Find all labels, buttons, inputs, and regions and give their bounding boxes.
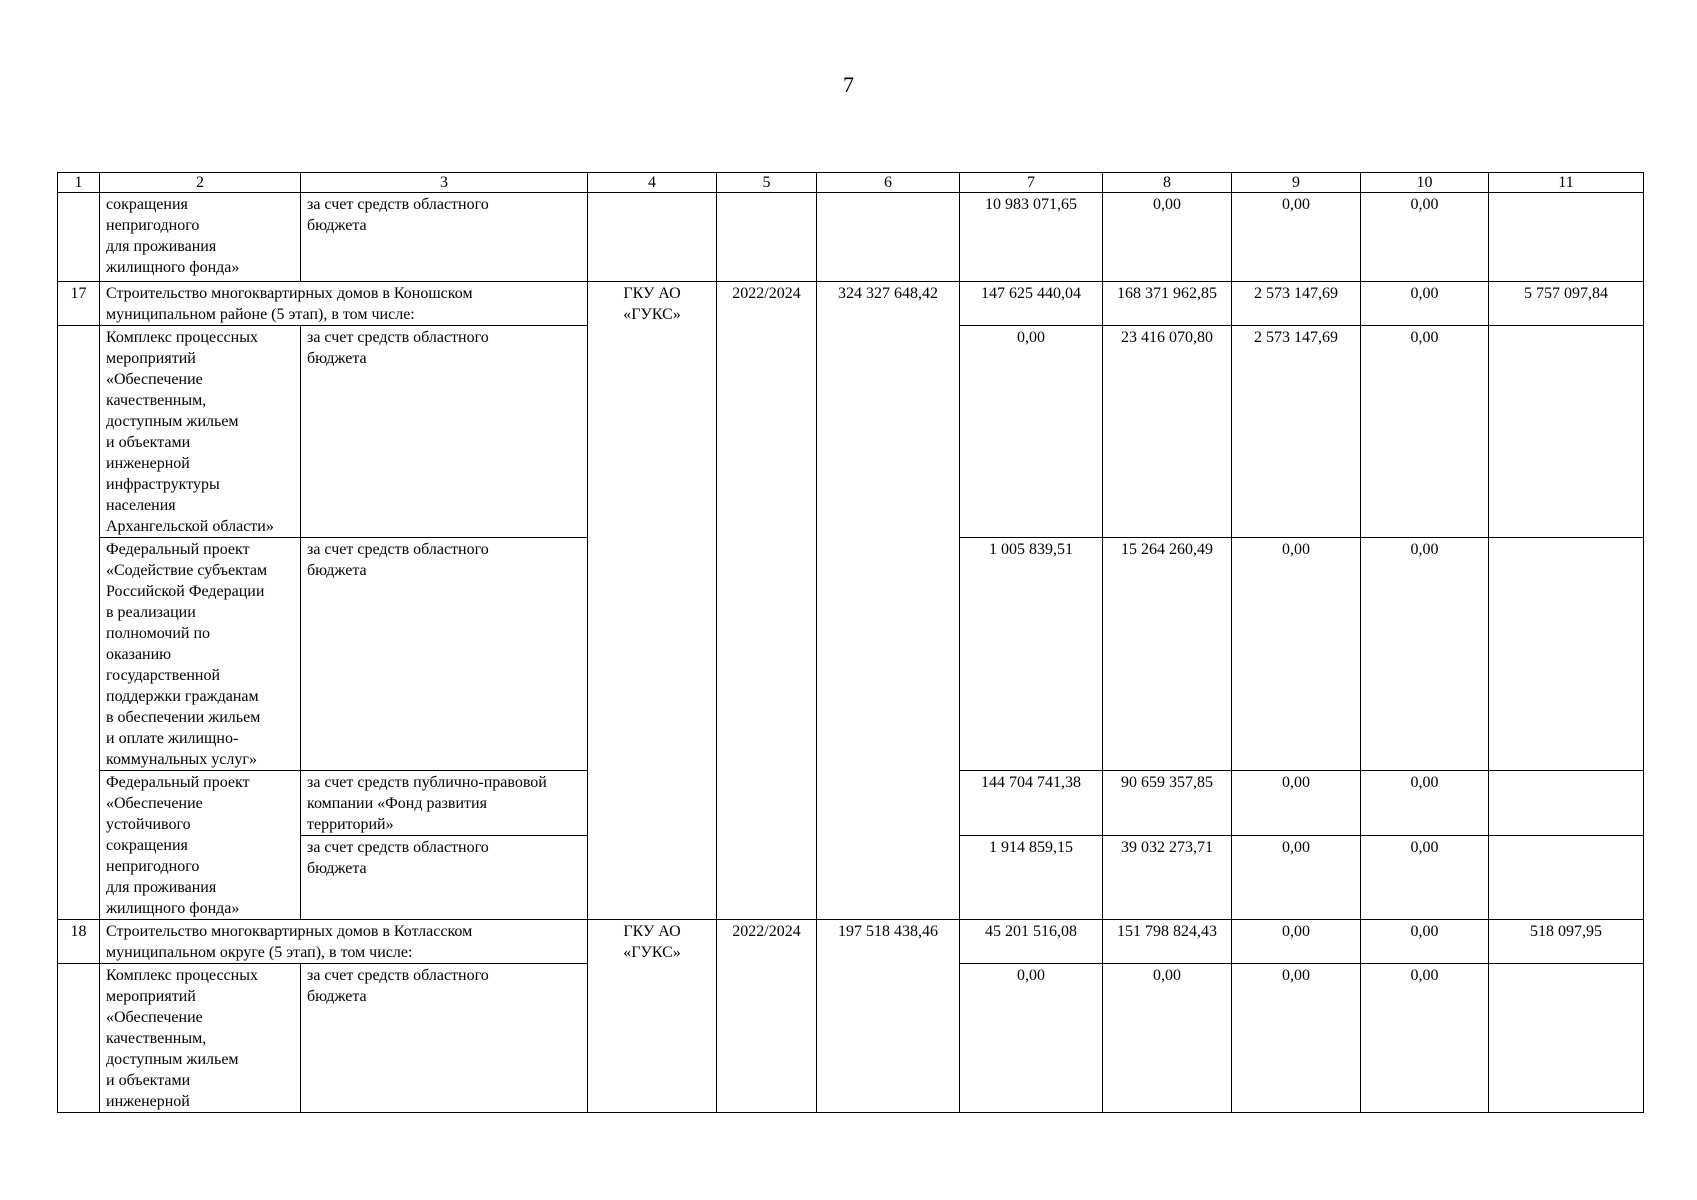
amount-cell: 0,00 xyxy=(1232,964,1361,1113)
measure-name-cell: Комплекс процессных мероприятий «Обеспечение качественным, доступным жильем и объектами инженерной xyxy=(100,964,301,1113)
column-number: 6 xyxy=(817,173,960,193)
row-number-cell: 17 xyxy=(58,282,100,326)
amount-cell: 1 914 859,15 xyxy=(960,836,1103,920)
funding-source-cell: за счет средств областного бюджета xyxy=(301,193,588,282)
funding-source-cell: за счет средств публично-правовой компании «Фонд развития территорий» xyxy=(301,771,588,836)
amount-cell: 0,00 xyxy=(1361,771,1489,836)
funding-source-cell: за счет средств областного бюджета xyxy=(301,836,588,920)
amount-cell: 0,00 xyxy=(960,326,1103,538)
column-number: 1 xyxy=(58,173,100,193)
amount-cell: 39 032 273,71 xyxy=(1103,836,1232,920)
amount-cell: 2 573 147,69 xyxy=(1232,282,1361,326)
amount-cell: 2 573 147,69 xyxy=(1232,326,1361,538)
amount-cell: 0,00 xyxy=(1361,538,1489,771)
object-title-cell: Строительство многоквартирных домов в Коношском муниципальном районе (5 этап), в том числе: xyxy=(100,282,588,326)
column-number: 9 xyxy=(1232,173,1361,193)
executor-cell: ГКУ АО «ГУКС» xyxy=(588,282,717,920)
measure-name-cell: Комплекс процессных мероприятий «Обеспечение качественным, доступным жильем и объектами инженерной инфраструктуры населения Архангельской области» xyxy=(100,326,301,538)
funding-source-cell: за счет средств областного бюджета xyxy=(301,964,588,1113)
amount-cell: 0,00 xyxy=(1361,964,1489,1113)
budget-table xyxy=(57,172,1644,1113)
total-cost-cell: 197 518 438,46 xyxy=(817,920,960,1113)
row-number-cell xyxy=(58,326,100,920)
amount-cell: 10 983 071,65 xyxy=(960,193,1103,282)
amount-cell: 168 371 962,85 xyxy=(1103,282,1232,326)
amount-cell: 0,00 xyxy=(1232,920,1361,964)
column-number: 8 xyxy=(1103,173,1232,193)
amount-cell: 147 625 440,04 xyxy=(960,282,1103,326)
executor-cell xyxy=(588,193,717,282)
amount-cell: 15 264 260,49 xyxy=(1103,538,1232,771)
amount-cell: 0,00 xyxy=(1232,771,1361,836)
amount-cell: 90 659 357,85 xyxy=(1103,771,1232,836)
column-number: 7 xyxy=(960,173,1103,193)
amount-cell: 0,00 xyxy=(1361,326,1489,538)
remainder-cell xyxy=(1489,538,1644,771)
column-number: 4 xyxy=(588,173,717,193)
amount-cell: 0,00 xyxy=(1361,193,1489,282)
measure-name-cell: Федеральный проект «Содействие субъектам Российской Федерации в реализации полномочий по оказанию государственной поддержки гражданам в обеспечении жильем и оплате жилищно- коммунальных услуг» xyxy=(100,538,301,771)
amount-cell: 23 416 070,80 xyxy=(1103,326,1232,538)
remainder-cell xyxy=(1489,964,1644,1113)
table-row xyxy=(58,193,1644,282)
table-row xyxy=(58,920,1644,964)
remainder-cell xyxy=(1489,193,1644,282)
funding-source-cell: за счет средств областного бюджета xyxy=(301,326,588,538)
amount-cell: 45 201 516,08 xyxy=(960,920,1103,964)
remainder-cell xyxy=(1489,771,1644,836)
amount-cell: 151 798 824,43 xyxy=(1103,920,1232,964)
column-number: 2 xyxy=(100,173,301,193)
period-cell: 2022/2024 xyxy=(717,920,817,1113)
amount-cell: 0,00 xyxy=(1232,836,1361,920)
amount-cell: 144 704 741,38 xyxy=(960,771,1103,836)
column-number: 10 xyxy=(1361,173,1489,193)
object-title-cell: Строительство многоквартирных домов в Котласском муниципальном округе (5 этап), в том числе: xyxy=(100,920,588,964)
row-number-cell xyxy=(58,964,100,1113)
period-cell xyxy=(717,193,817,282)
amount-cell: 0,00 xyxy=(1103,964,1232,1113)
executor-cell: ГКУ АО «ГУКС» xyxy=(588,920,717,1113)
remainder-cell xyxy=(1489,326,1644,538)
amount-cell: 0,00 xyxy=(960,964,1103,1113)
column-number: 3 xyxy=(301,173,588,193)
measure-name-cell: сокращения непригодного для проживания жилищного фонда» xyxy=(100,193,301,282)
column-number-row xyxy=(58,173,1644,193)
row-number-cell: 18 xyxy=(58,920,100,964)
amount-cell: 0,00 xyxy=(1361,836,1489,920)
total-cost-cell xyxy=(817,193,960,282)
remainder-cell xyxy=(1489,836,1644,920)
remainder-cell: 5 757 097,84 xyxy=(1489,282,1644,326)
amount-cell: 0,00 xyxy=(1361,282,1489,326)
amount-cell: 1 005 839,51 xyxy=(960,538,1103,771)
amount-cell: 0,00 xyxy=(1103,193,1232,282)
period-cell: 2022/2024 xyxy=(717,282,817,920)
funding-source-cell: за счет средств областного бюджета xyxy=(301,538,588,771)
page-number: 7 xyxy=(843,72,854,97)
total-cost-cell: 324 327 648,42 xyxy=(817,282,960,920)
amount-cell: 0,00 xyxy=(1232,538,1361,771)
row-number-cell xyxy=(58,193,100,282)
amount-cell: 0,00 xyxy=(1232,193,1361,282)
column-number: 11 xyxy=(1489,173,1644,193)
table-row xyxy=(58,282,1644,326)
amount-cell: 0,00 xyxy=(1361,920,1489,964)
remainder-cell: 518 097,95 xyxy=(1489,920,1644,964)
column-number: 5 xyxy=(717,173,817,193)
measure-name-cell: Федеральный проект «Обеспечение устойчивого сокращения непригодного для проживания жилищного фонда» xyxy=(100,771,301,920)
